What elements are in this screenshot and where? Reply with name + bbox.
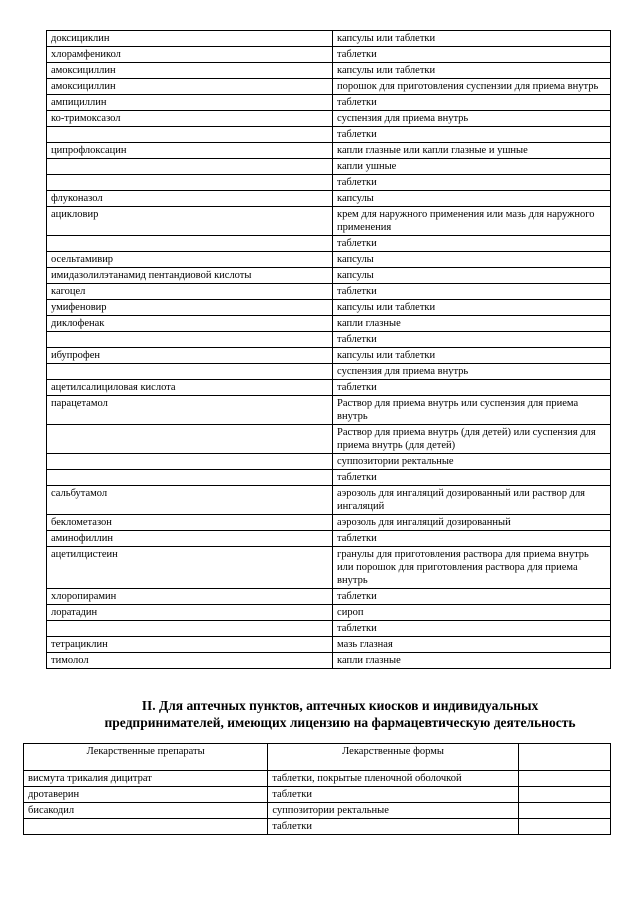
drug-name-cell: аминофиллин	[47, 531, 333, 547]
table-row	[47, 143, 611, 159]
column-header	[518, 744, 610, 771]
drug-name-cell: лоратадин	[47, 605, 333, 621]
drug-name-cell: парацетамол	[47, 396, 333, 425]
drug-name-cell: бисакодил	[24, 803, 268, 819]
drug-name-cell: ципрофлоксацин	[47, 143, 333, 159]
dosage-form-cell: таблетки	[333, 332, 611, 348]
dosage-form-cell: таблетки, покрытые пленочной оболочкой	[268, 771, 518, 787]
dosage-form-cell: капли ушные	[333, 159, 611, 175]
dosage-form-cell: суспензия для приема внутрь	[333, 111, 611, 127]
dosage-form-cell: гранулы для приготовления раствора для приема внутрь или порошок для приготовления раствора для приема внутрь	[333, 547, 611, 589]
drug-name-cell: ибупрофен	[47, 348, 333, 364]
dosage-form-cell: суппозитории ректальные	[333, 454, 611, 470]
table-row	[47, 547, 611, 589]
table-row	[47, 268, 611, 284]
table-row	[47, 425, 611, 454]
table-row	[24, 771, 611, 787]
table-row	[24, 803, 611, 819]
dosage-form-cell: сироп	[333, 605, 611, 621]
table-row	[47, 486, 611, 515]
dosage-form-cell: аэрозоль для ингаляций дозированный	[333, 515, 611, 531]
drug-list-table	[46, 30, 611, 669]
column-header: Лекарственные формы	[268, 744, 518, 771]
table-row	[47, 127, 611, 143]
dosage-form-cell: таблетки	[333, 380, 611, 396]
dosage-form-cell: таблетки	[333, 531, 611, 547]
dosage-form-cell: таблетки	[333, 589, 611, 605]
table-row	[47, 252, 611, 268]
table-row	[47, 284, 611, 300]
drug-name-cell: кагоцел	[47, 284, 333, 300]
header-row	[24, 744, 611, 771]
dosage-form-cell: капсулы или таблетки	[333, 300, 611, 316]
table-row	[47, 396, 611, 425]
drug-name-cell	[47, 621, 333, 637]
dosage-form-cell: капсулы или таблетки	[333, 348, 611, 364]
table-row	[24, 819, 611, 835]
table-row	[47, 175, 611, 191]
table-row	[47, 31, 611, 47]
drug-name-cell	[24, 819, 268, 835]
drug-name-cell: амоксициллин	[47, 79, 333, 95]
dosage-form-cell: таблетки	[333, 284, 611, 300]
drug-name-cell: умифеновир	[47, 300, 333, 316]
dosage-form-cell: крем для наружного применения или мазь для наружного применения	[333, 207, 611, 236]
dosage-form-cell: суппозитории ректальные	[268, 803, 518, 819]
dosage-form-cell: таблетки	[333, 175, 611, 191]
table-row	[47, 63, 611, 79]
dosage-form-cell: таблетки	[333, 621, 611, 637]
table-row	[47, 300, 611, 316]
dosage-form-cell: капсулы или таблетки	[333, 63, 611, 79]
pharmacy-table-header	[24, 744, 611, 771]
dosage-form-cell: капли глазные	[333, 653, 611, 669]
drug-name-cell	[47, 175, 333, 191]
drug-name-cell: тетрациклин	[47, 637, 333, 653]
dosage-form-cell: капсулы или таблетки	[333, 31, 611, 47]
drug-name-cell	[47, 425, 333, 454]
table-row	[47, 111, 611, 127]
extra-cell	[518, 803, 610, 819]
column-header: Лекарственные препараты	[24, 744, 268, 771]
table-row	[47, 531, 611, 547]
table-row	[47, 637, 611, 653]
drug-name-cell: ацетилсалициловая кислота	[47, 380, 333, 396]
dosage-form-cell: Раствор для приема внутрь (для детей) или суспензия для приема внутрь (для детей)	[333, 425, 611, 454]
drug-name-cell: доксициклин	[47, 31, 333, 47]
table-row	[47, 236, 611, 252]
drug-name-cell: висмута трикалия дицитрат	[24, 771, 268, 787]
table-row	[47, 470, 611, 486]
dosage-form-cell: таблетки	[268, 787, 518, 803]
drug-name-cell: ацетилцистеин	[47, 547, 333, 589]
dosage-form-cell: капли глазные или капли глазные и ушные	[333, 143, 611, 159]
dosage-form-cell: порошок для приготовления суспензии для приема внутрь	[333, 79, 611, 95]
drug-name-cell: тимолол	[47, 653, 333, 669]
drug-name-cell	[47, 364, 333, 380]
dosage-form-cell: капсулы	[333, 252, 611, 268]
pharmacy-drug-table	[23, 743, 611, 835]
drug-name-cell	[47, 332, 333, 348]
drug-name-cell: беклометазон	[47, 515, 333, 531]
drug-name-cell	[47, 470, 333, 486]
table-row	[47, 621, 611, 637]
table-row	[47, 380, 611, 396]
table-row	[24, 787, 611, 803]
drug-name-cell	[47, 159, 333, 175]
drug-name-cell	[47, 454, 333, 470]
table-row	[47, 589, 611, 605]
extra-cell	[518, 819, 610, 835]
table-row	[47, 191, 611, 207]
drug-name-cell: хлоропирамин	[47, 589, 333, 605]
table-row	[47, 159, 611, 175]
dosage-form-cell: таблетки	[333, 95, 611, 111]
pharmacy-table-body	[24, 771, 611, 835]
dosage-form-cell: Раствор для приема внутрь или суспензия для приема внутрь	[333, 396, 611, 425]
table-row	[47, 95, 611, 111]
table-row	[47, 653, 611, 669]
drug-name-cell: осельтамивир	[47, 252, 333, 268]
dosage-form-cell: капсулы	[333, 268, 611, 284]
dosage-form-cell: капсулы	[333, 191, 611, 207]
drug-name-cell: сальбутамол	[47, 486, 333, 515]
drug-name-cell: имидазолилэтанамид пентандиовой кислоты	[47, 268, 333, 284]
drug-name-cell: ампициллин	[47, 95, 333, 111]
drug-name-cell	[47, 236, 333, 252]
drug-name-cell: дротаверин	[24, 787, 268, 803]
table-row	[47, 348, 611, 364]
dosage-form-cell: таблетки	[333, 470, 611, 486]
table-row	[47, 364, 611, 380]
extra-cell	[518, 787, 610, 803]
table-row	[47, 47, 611, 63]
dosage-form-cell: капли глазные	[333, 316, 611, 332]
drug-name-cell: хлорамфеникол	[47, 47, 333, 63]
table-row	[47, 605, 611, 621]
drug-name-cell: ацикловир	[47, 207, 333, 236]
dosage-form-cell: таблетки	[333, 236, 611, 252]
drug-list-body	[47, 31, 611, 669]
dosage-form-cell: таблетки	[333, 47, 611, 63]
dosage-form-cell: суспензия для приема внутрь	[333, 364, 611, 380]
drug-name-cell: амоксициллин	[47, 63, 333, 79]
drug-name-cell: диклофенак	[47, 316, 333, 332]
table-row	[47, 454, 611, 470]
dosage-form-cell: мазь глазная	[333, 637, 611, 653]
section-title: II. Для аптечных пунктов, аптечных киосков и индивидуальных предпринимателей, имеющих лицензию на фармацевтическую деятельность	[104, 698, 576, 730]
table-row	[47, 316, 611, 332]
table-row	[47, 79, 611, 95]
table-row	[47, 515, 611, 531]
dosage-form-cell: аэрозоль для ингаляций дозированный или раствор для ингаляций	[333, 486, 611, 515]
drug-name-cell	[47, 127, 333, 143]
drug-name-cell: флуконазол	[47, 191, 333, 207]
table-row	[47, 207, 611, 236]
table-row	[47, 332, 611, 348]
dosage-form-cell: таблетки	[333, 127, 611, 143]
dosage-form-cell: таблетки	[268, 819, 518, 835]
extra-cell	[518, 771, 610, 787]
drug-name-cell: ко-тримоксазол	[47, 111, 333, 127]
